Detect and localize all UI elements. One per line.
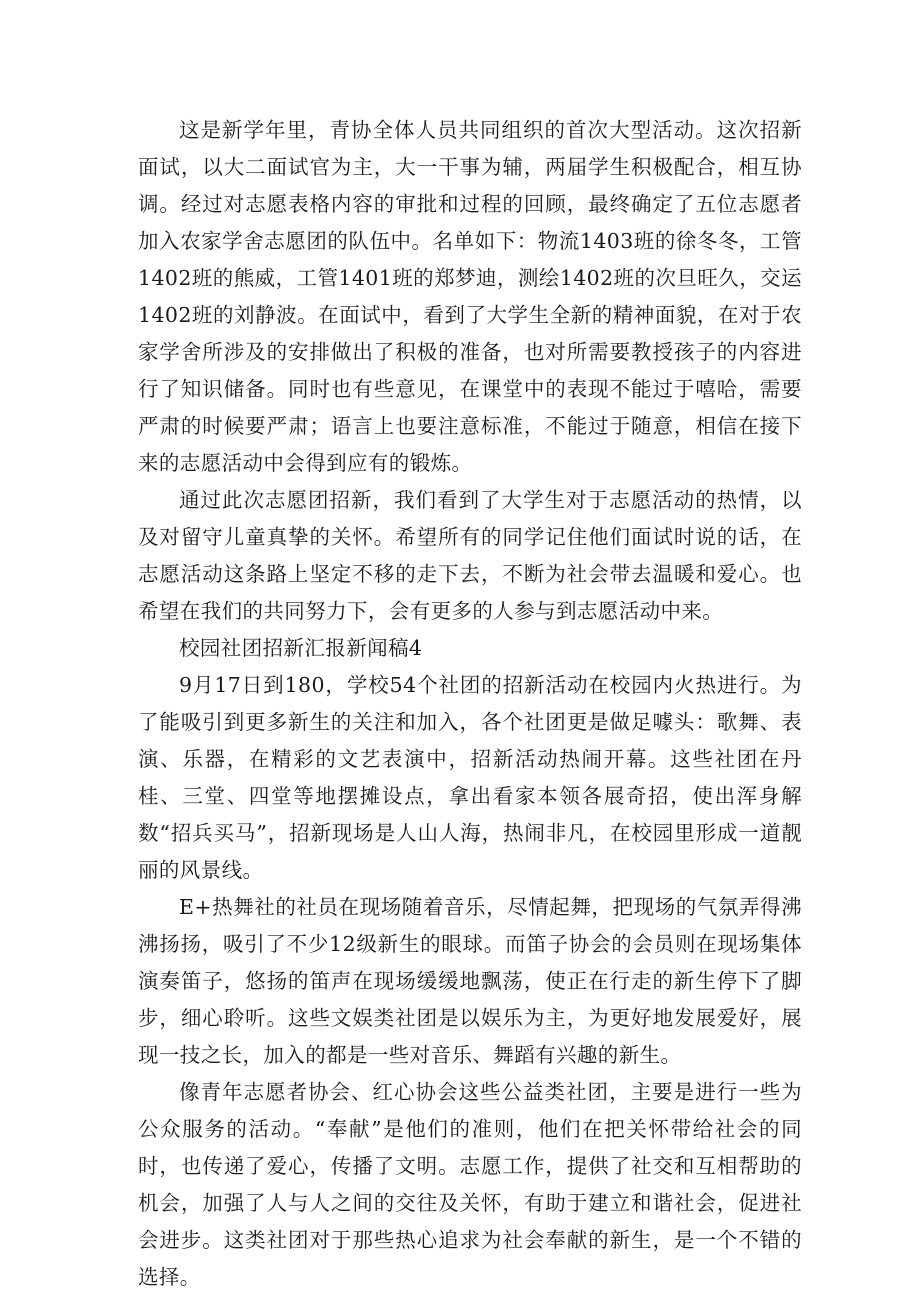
paragraph-dance-flute-clubs: E+热舞社的社员在现场随着音乐，尽情起舞，把现场的气氛弄得沸沸扬扬，吸引了不少12级新生的眼球。而笛子协会的会员则在现场集体演奏笛子，悠扬的笛声在现场缓缓地飘荡，使正在行走的新生停下了脚步，细心聆听。这些文娱类社团是以娱乐为主，为更好地发展爱好，展现一技之长，加入的都是一些对音乐、舞蹈有兴趣的新生。: [138, 895, 802, 1067]
paragraph-club-recruitment: 9月17日到180，学校54个社团的招新活动在校园内火热进行。为了能吸引到更多新生的关注和加入，各个社团更是做足噱头：歌舞、表演、乐器，在精彩的文艺表演中，招新活动热闹开幕。这些社团在丹桂、三堂、四堂等地摆摊设点，拿出看家本领各展奇招，使出浑身解数“招兵买马”，招新现场是人山人海，热闹非凡，在校园里形成一道靓丽的风景线。: [138, 673, 802, 882]
paragraph-volunteer-summary: 通过此次志愿团招新，我们看到了大学生对于志愿活动的热情，以及对留守儿童真挚的关怀。希望所有的同学记住他们面试时说的话，在志愿活动这条路上坚定不移的走下去，不断为社会带去温暖和爱心。也希望在我们的共同努力下，会有更多的人参与到志愿活动中来。: [138, 488, 802, 623]
paragraph-volunteer-recruitment: 这是新学年里，青协全体人员共同组织的首次大型活动。这次招新面试，以大二面试官为主，大一干事为辅，两届学生积极配合，相互协调。经过对志愿表格内容的审批和过程的回顾，最终确定了五位志愿者加入农家学舍志愿团的队伍中。名单如下：物流1403班的徐冬冬，工管1402班的熊威，工管1401班的郑梦迪，测绘1402班的次旦旺久，交运1402班的刘静波。在面试中，看到了大学生全新的精神面貌，在对于农家学舍所涉及的安排做出了积极的准备，也对所需要教授孩子的内容进行了知识储备。同时也有些意见，在课堂中的表现不能过于嘻哈，需要严肃的时候要严肃；语言上也要注意标准，不能过于随意，相信在接下来的志愿活动中会得到应有的锻炼。: [138, 118, 802, 475]
document-body: [138, 112, 802, 1296]
paragraph-charity-clubs: 像青年志愿者协会、红心协会这些公益类社团，主要是进行一些为公众服务的活动。“奉献”是他们的准则，他们在把关怀带给社会的同时，也传递了爱心，传播了文明。志愿工作，提供了社交和互相帮助的机会，加强了人与人之间的交往及关怀，有助于建立和谐社会，促进社会进步。这类社团对于那些热心追求为社会奉献的新生，是一个不错的选择。: [138, 1080, 802, 1289]
section-title: 校园社团招新汇报新闻稿4: [179, 636, 423, 660]
